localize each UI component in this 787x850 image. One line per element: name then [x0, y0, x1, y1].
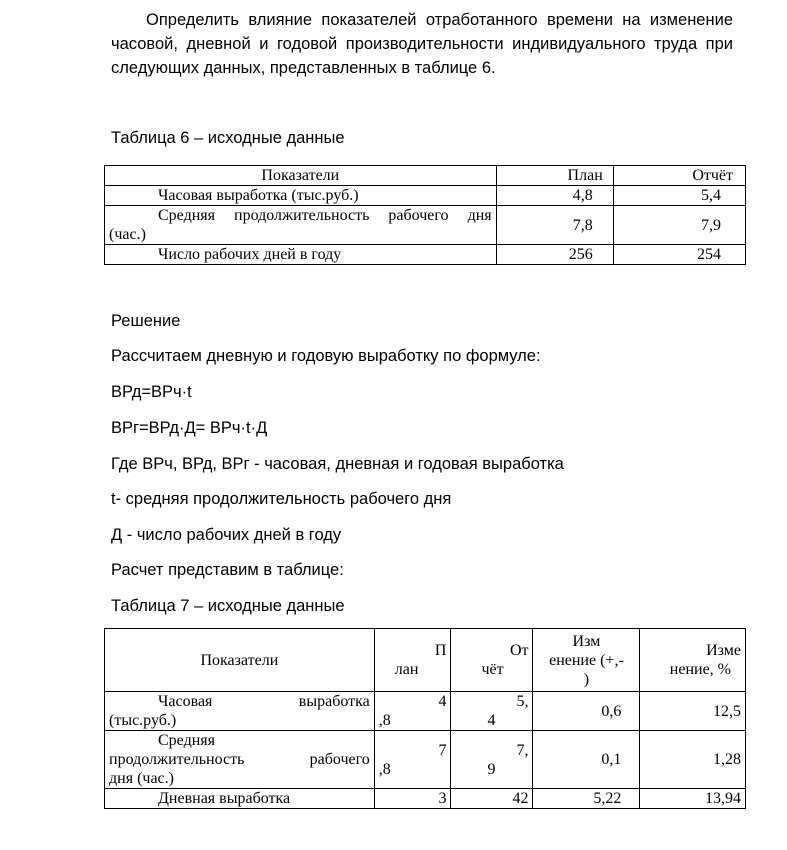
row-label-line1: Средняя продолжительность рабочего дня [158, 207, 492, 224]
row-label [105, 731, 375, 789]
value-part: ,8 [378, 760, 391, 778]
table-row [105, 731, 746, 789]
table7 [104, 628, 746, 809]
header-part: Изме [706, 642, 741, 659]
table-row [105, 206, 746, 245]
plan-value: 7,8 [496, 206, 613, 245]
row-label-line1: Средняя [158, 732, 215, 749]
change-abs-value: 0,6 [533, 692, 640, 731]
header-part: П [434, 642, 447, 659]
value-part: 4 [438, 693, 447, 710]
change-abs-value: 5,22 [533, 789, 640, 809]
task-text: Определить влияние показателей отработанного времени на изменение часовой, дневной и годовой производительности индивидуального труда при следующих данных, представленных в таблице 6. [111, 11, 733, 77]
header-part: енение (+,- [549, 651, 624, 669]
formula-annual: ВРг=ВРд·Д= ВРч·t·Д [111, 419, 268, 437]
row-label-line1 [109, 692, 370, 711]
row-label-line2: (тыс.руб.) [109, 712, 177, 729]
row-label: Дневная выработка [105, 789, 375, 809]
table-row [105, 789, 746, 809]
header-part: От [509, 642, 529, 659]
header-part: чёт [481, 661, 504, 678]
value-part: 7, [516, 741, 529, 759]
plan-value: 4,8 [496, 186, 613, 206]
plan-value: 256 [496, 245, 613, 265]
report-value: 254 [613, 245, 745, 265]
label-word: продолжительность [109, 751, 245, 768]
table7-caption: Таблица 7 – исходные данные [111, 597, 345, 615]
change-pct-value: 1,28 [640, 731, 746, 789]
report-value: 7,9 [613, 206, 745, 245]
table-row [105, 245, 746, 265]
row-label-line3: дня (час.) [109, 770, 174, 787]
table7-header-indicators: Показатели [105, 629, 375, 692]
table6-header-plan: План [496, 166, 613, 186]
table7-header-row [105, 629, 746, 692]
t-definition: t- средняя продолжительность рабочего дня [111, 490, 452, 508]
table6 [104, 165, 746, 265]
calc-line: Расчет представим в таблице: [111, 561, 344, 579]
change-pct-value: 12,5 [640, 692, 746, 731]
change-pct-value: 13,94 [640, 789, 746, 809]
value-part: 4 [487, 712, 496, 729]
plan-value [374, 692, 451, 731]
formula-daily: ВРд=ВРч·t [111, 383, 192, 401]
row-label [105, 692, 375, 731]
table7-header-plan [374, 629, 451, 692]
label-word: рабочего [309, 751, 370, 768]
report-value: 42 [451, 789, 533, 809]
label-word: выработка [298, 693, 370, 710]
value-part: 5, [516, 693, 529, 710]
row-label: Число рабочих дней в году [105, 245, 497, 265]
table7-header-report [451, 629, 533, 692]
table6-header-report: Отчёт [613, 166, 745, 186]
definitions-line: Где ВРч, ВРд, ВРг - часовая, дневная и годовая выработка [111, 455, 564, 473]
header-part: нение, % [669, 661, 731, 678]
table6-header-row [105, 166, 746, 186]
row-label [105, 206, 497, 245]
value-part: ,8 [378, 712, 391, 729]
table-row [105, 186, 746, 206]
label-word: Часовая [158, 693, 213, 710]
table7-header-change-pct [640, 629, 746, 692]
solution-line: Рассчитаем дневную и годовую выработку по формуле: [111, 347, 541, 365]
solution-heading: Решение [111, 312, 181, 330]
header-part: ) [583, 670, 590, 688]
table6-caption: Таблица 6 – исходные данные [111, 129, 345, 147]
value-part: 7 [438, 741, 447, 759]
table6-header-indicators: Показатели [105, 166, 497, 186]
header-part: лан [394, 661, 419, 678]
plan-value: 3 [374, 789, 451, 809]
d-definition: Д - число рабочих дней в году [111, 526, 342, 544]
change-abs-value: 0,1 [533, 731, 640, 789]
table7-header-change-abs [533, 629, 640, 692]
report-value [451, 731, 533, 789]
report-value [451, 692, 533, 731]
row-label: Часовая выработка (тыс.руб.) [105, 186, 497, 206]
value-part: 9 [487, 760, 496, 778]
plan-value [374, 731, 451, 789]
table-row [105, 692, 746, 731]
header-part: Изм [572, 632, 601, 650]
report-value: 5,4 [613, 186, 745, 206]
row-label-line2: (час.) [109, 226, 146, 243]
row-label-line2 [109, 750, 370, 769]
